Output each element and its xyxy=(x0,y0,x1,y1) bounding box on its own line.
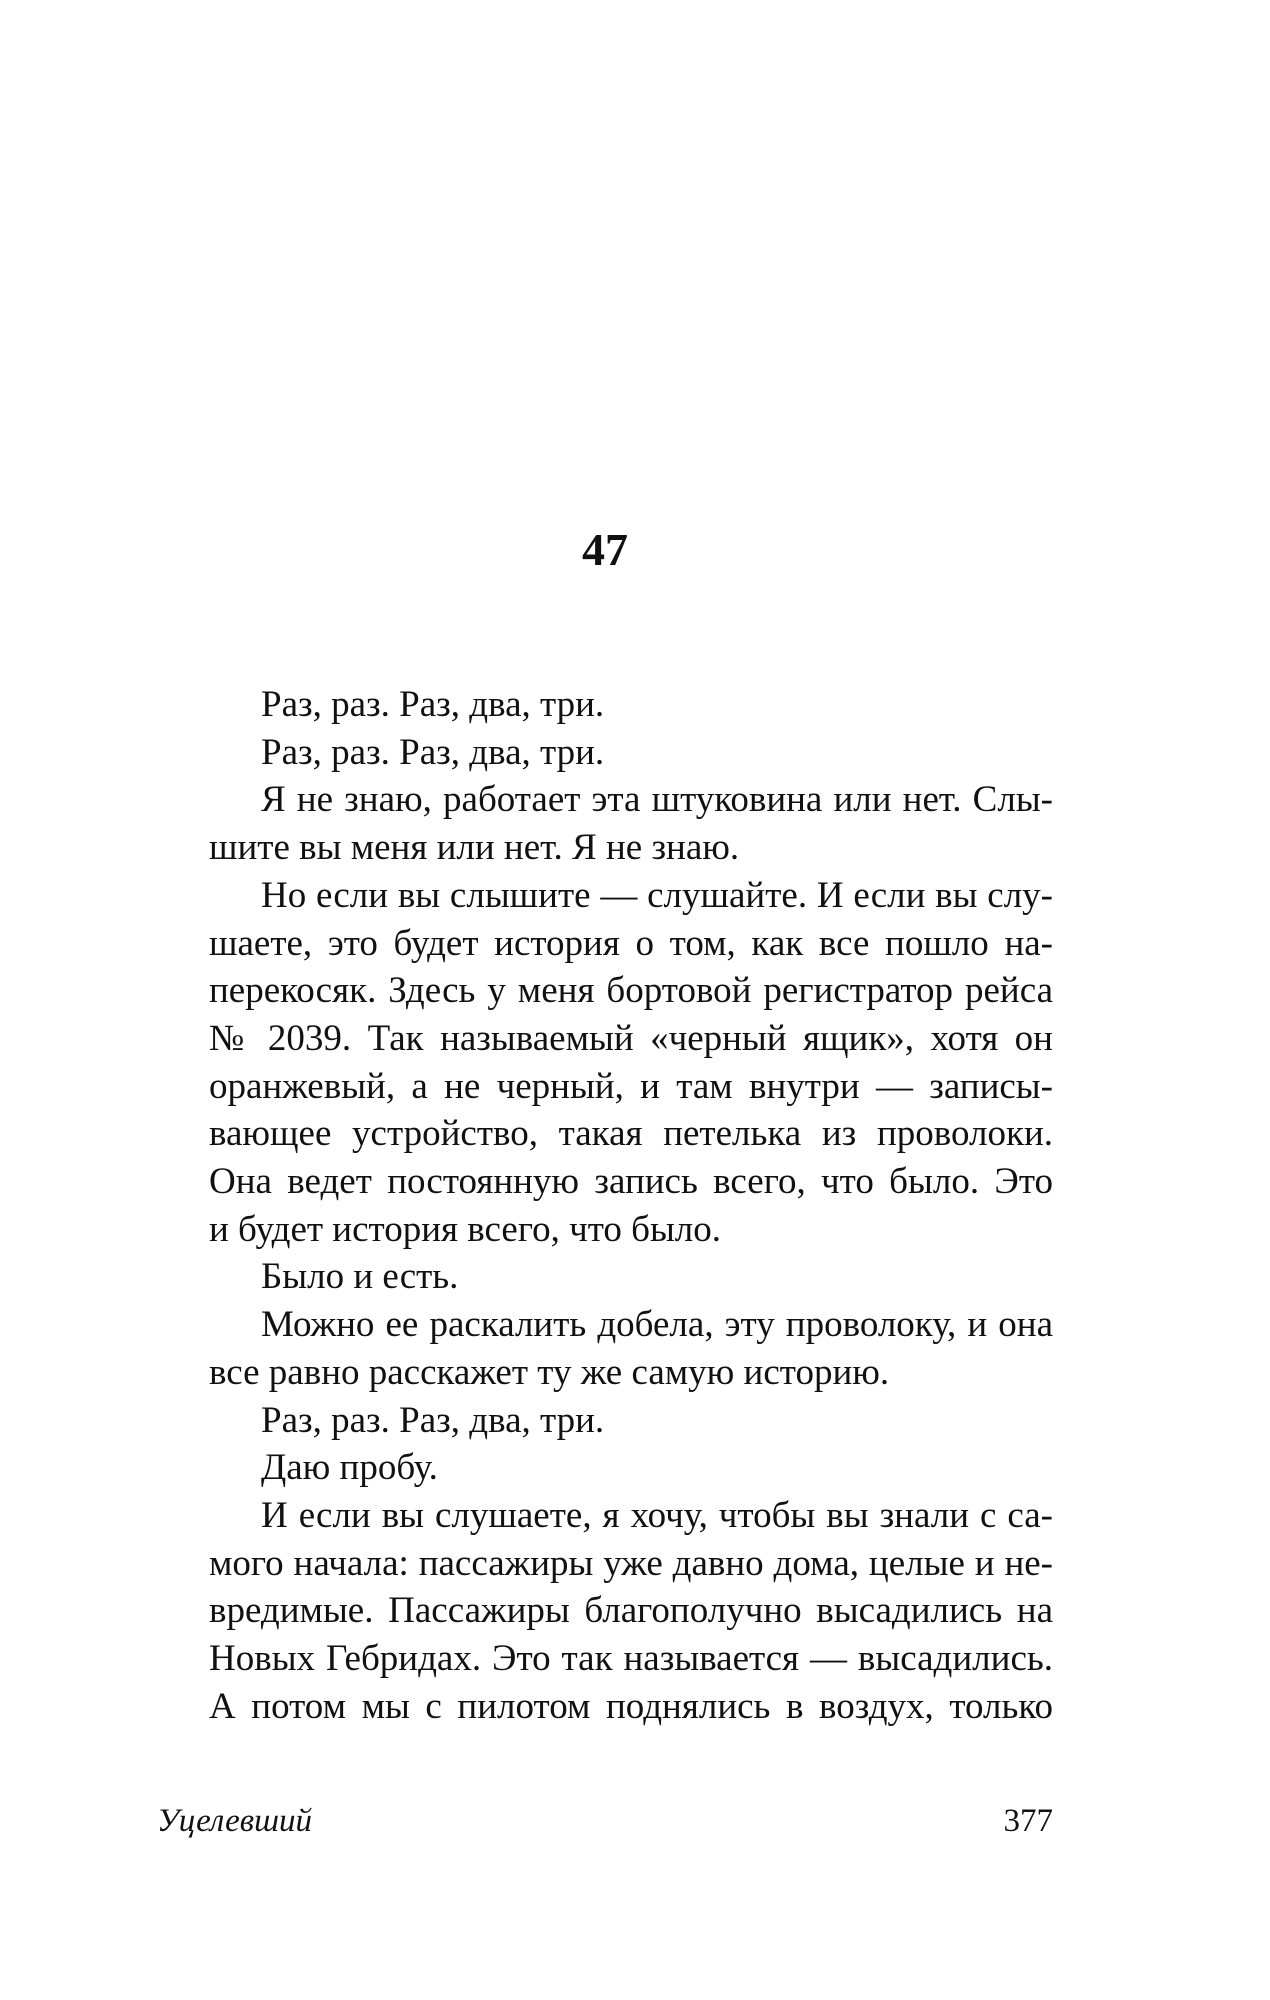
text-line: оранжевый, а не черный, и там внутри — записы- xyxy=(209,1065,1053,1107)
paragraph xyxy=(157,729,1053,777)
text-line: мого начала: пассажиры уже давно дома, целые и не- xyxy=(209,1542,1053,1584)
text-line: Раз, раз. Раз, два, три. xyxy=(261,731,605,773)
text-line: вредимые. Пассажиры благополучно высадились на xyxy=(209,1590,1053,1632)
text-line: Можно ее раскалить добела, эту проволоку, и она xyxy=(261,1304,1053,1346)
text-line: А потом мы с пилотом поднялись в воздух, только xyxy=(209,1685,1053,1727)
chapter-number: 47 xyxy=(582,524,628,575)
text-line: шите вы меня или нет. Я не знаю. xyxy=(209,827,740,869)
text-line: перекосяк. Здесь у меня бортовой регистратор рейса xyxy=(209,970,1053,1012)
text-line: Она ведет постоянную запись всего, что было. Это xyxy=(209,1161,1053,1203)
paragraph xyxy=(157,1492,1053,1731)
text-line: Даю пробу. xyxy=(261,1447,438,1489)
paragraph xyxy=(157,1301,1053,1396)
text-line: Раз, раз. Раз, два, три. xyxy=(261,1399,605,1441)
paragraph xyxy=(157,1253,1053,1301)
text-line: Новых Гебридах. Это так называется — высадились. xyxy=(209,1638,1053,1680)
page-number: 377 xyxy=(1003,1803,1053,1839)
text-line: все равно расскажет ту же самую историю. xyxy=(209,1351,890,1393)
text-line: Я не знаю, работает эта штуковина или нет. Слы- xyxy=(261,779,1053,821)
page-footer xyxy=(157,1796,1053,1846)
paragraph xyxy=(157,1397,1053,1445)
paragraph xyxy=(157,872,1053,1254)
text-line: № 2039. Так называемый «черный ящик», хотя он xyxy=(209,1017,1053,1059)
text-line: Но если вы слышите — слушайте. И если вы слу- xyxy=(261,874,1053,916)
paragraph xyxy=(157,1444,1053,1492)
running-title: Уцелевший xyxy=(157,1803,313,1839)
body-text xyxy=(157,681,1053,1730)
paragraph xyxy=(157,681,1053,729)
text-line: и будет история всего, что было. xyxy=(209,1208,722,1250)
text-line: И если вы слушаете, я хочу, чтобы вы знали с са- xyxy=(261,1494,1053,1536)
text-line: Было и есть. xyxy=(261,1256,459,1298)
text-line: шаете, это будет история о том, как все пошло на- xyxy=(209,922,1053,964)
text-line: вающее устройство, такая петелька из проволоки. xyxy=(209,1113,1053,1155)
text-line: Раз, раз. Раз, два, три. xyxy=(261,684,605,725)
paragraph xyxy=(157,776,1053,871)
